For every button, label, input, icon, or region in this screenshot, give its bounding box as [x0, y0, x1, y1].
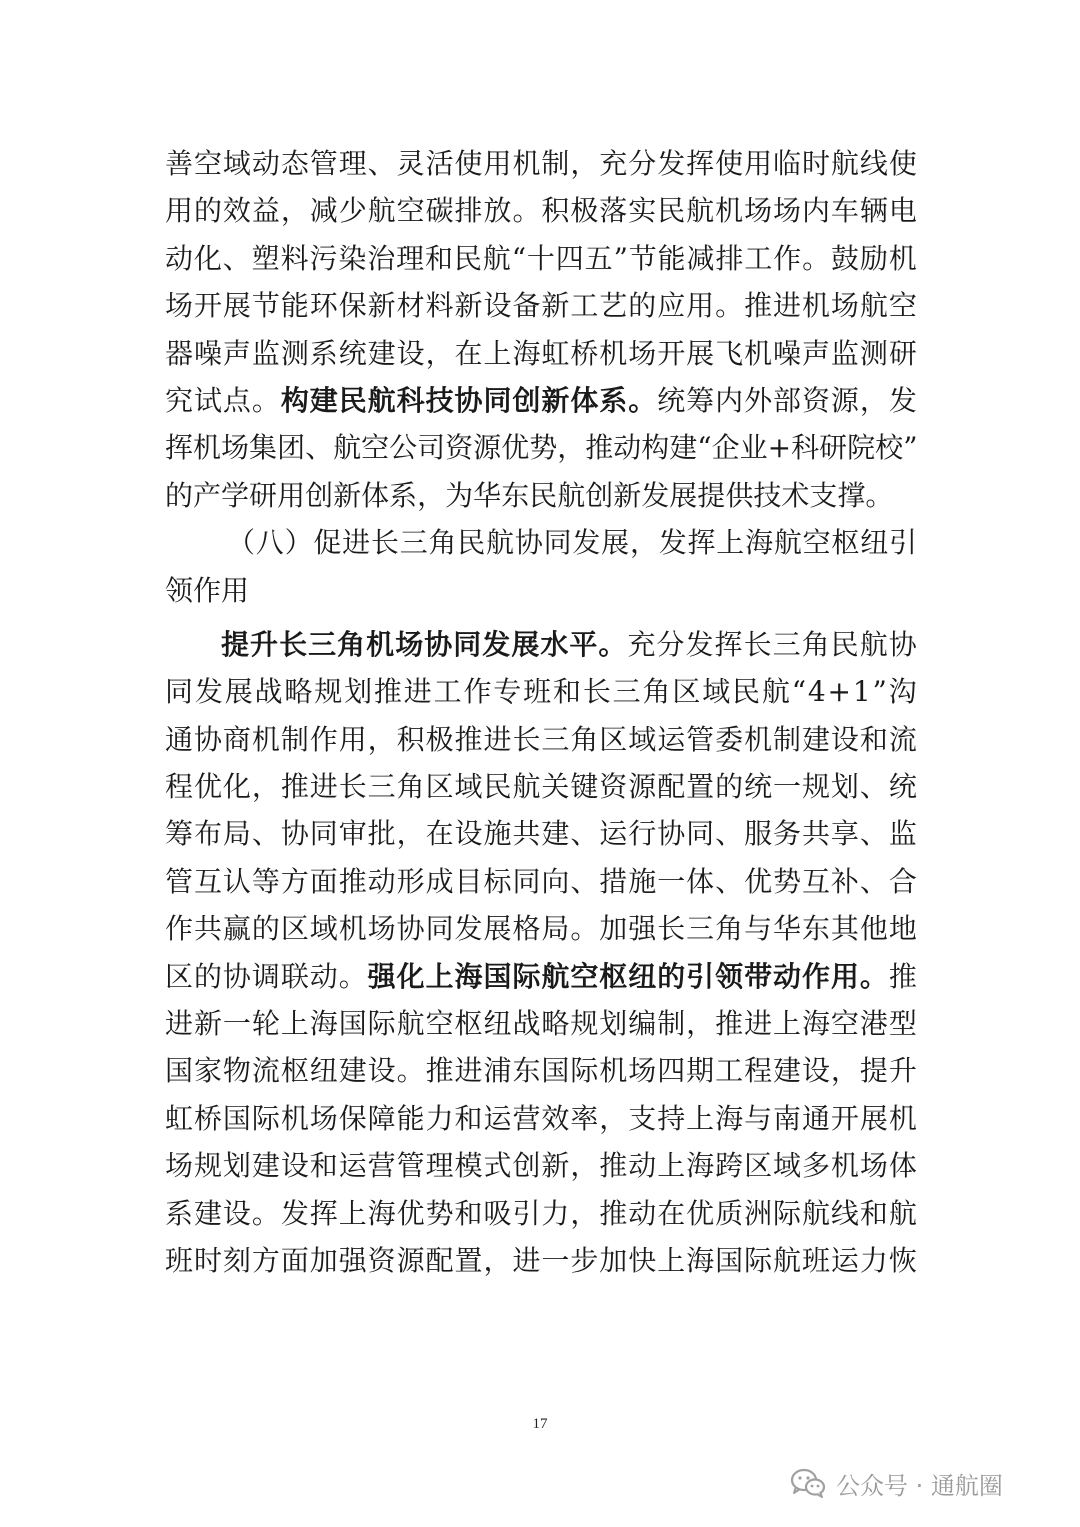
- text-segment: 究: [165, 383, 194, 417]
- text-segment: 区: [165, 959, 194, 993]
- text-line: 虹 桥 国 际 机 场 保 障 能 力 和 运 营 效 率 ， 支 持 上 海 与 南 通 开 展 机: [165, 1095, 917, 1142]
- text-line: 进 新 一 轮 上 海 国 际 航 空 枢 纽 战 略 规 划 编 制 ， 推 进 上 海 空 港 型: [165, 1000, 917, 1047]
- text-segment: 系: [165, 1196, 194, 1230]
- bold-phrase: 提: [221, 627, 250, 661]
- text-segment: 统: [657, 383, 686, 417]
- watermark: [790, 1460, 1003, 1506]
- text-line: 场 规 划 建 设 和 运 营 管 理 模 式 创 新 ， 推 动 上 海 跨 区 域 多 机 场 体: [165, 1142, 917, 1189]
- text-segment: 场: [165, 1149, 194, 1183]
- text-segment: 动: [165, 241, 194, 275]
- text-segment: 管: [165, 864, 194, 898]
- watermark-text: 公众号 · 通航圈: [836, 1471, 1003, 1500]
- text-line: 国 家 物 流 枢 纽 建 设 。 推 进 浦 东 国 际 机 场 四 期 工 程 建 设 ， 提 升: [165, 1047, 917, 1094]
- text-segment: 国: [165, 1054, 194, 1088]
- text-line: 挥 机 场 集 团 、 航 空 公 司 资 源 优 势 ， 推 动 构 建 “ 企 业 + 科 研 院 校 ”: [165, 424, 917, 471]
- text-line: 管 互 认 等 方 面 推 动 形 成 目 标 同 向 、 措 施 一 体 、 优 势 互 补 、 合: [165, 858, 917, 905]
- text-segment: 筹: [165, 817, 194, 851]
- text-line: 程 优 化 ， 推 进 长 三 角 区 域 民 航 关 键 资 源 配 置 的 统 一 规 划 、 统: [165, 763, 917, 810]
- text-line: 系 建 设 。 发 挥 上 海 优 势 和 吸 引 力 ， 推 动 在 优 质 洲 际 航 线 和 航: [165, 1190, 917, 1237]
- text-segment: 挥: [165, 431, 194, 465]
- text-line: 提 升 长 三 角 机 场 协 同 发 展 水 平 。 充 分 发 挥 长 三 角 民 航 协: [165, 621, 917, 668]
- text-segment: （: [227, 526, 256, 560]
- text-segment: 进: [165, 1007, 194, 1041]
- text-segment: 的: [165, 478, 194, 512]
- text-segment: 程: [165, 770, 194, 804]
- text-line: 筹 布 局 、 协 同 审 批 ， 在 设 施 共 建 、 运 行 协 同 、 服 务 共 享 、 监: [165, 810, 917, 857]
- text-line: 动 化 、 塑 料 污 染 治 理 和 民 航 “ 十 四 五 ” 节 能 减 排 工 作 。 鼓 励 机: [165, 235, 917, 282]
- bold-phrase: 构: [280, 383, 309, 417]
- bold-phrase: 强: [367, 959, 396, 993]
- text-line: 区 的 协 调 联 动 。 强 化 上 海 国 际 航 空 枢 纽 的 引 领 带 动 作 用 。 推: [165, 953, 917, 1000]
- text-line: 领 作 用: [165, 567, 917, 614]
- text-line: 用 的 效 益 ， 减 少 航 空 碳 排 放 。 积 极 落 实 民 航 机 场 场 内 车 辆 电: [165, 187, 917, 234]
- text-line: 场 开 展 节 能 环 保 新 材 料 新 设 备 新 工 艺 的 应 用 。 推 进 机 场 航 空: [165, 282, 917, 329]
- text-line: 器 噪 声 监 测 系 统 建 设 ， 在 上 海 虹 桥 机 场 开 展 飞 机 噪 声 监 测 研: [165, 330, 917, 377]
- text-segment: 场: [165, 289, 194, 323]
- text-line: 究 试 点 。 构 建 民 航 科 技 协 同 创 新 体 系 。 统 筹 内 外 部 资 源 ， 发: [165, 377, 917, 424]
- text-line: 班 时 刻 方 面 加 强 资 源 配 置 ， 进 一 步 加 快 上 海 国 际 航 班 运 力 恢: [165, 1237, 917, 1284]
- page-number: 17: [532, 1416, 548, 1432]
- text-segment: 充: [627, 627, 656, 661]
- text-segment: 善: [165, 147, 194, 180]
- text-line: 善 空 域 动 态 管 理 、 灵 活 使 用 机 制 ， 充 分 发 挥 使 用 临 时 航 线 使: [165, 140, 917, 187]
- text-segment: 虹: [165, 1101, 194, 1135]
- text-segment: 领: [165, 573, 194, 607]
- text-segment: 班: [165, 1243, 194, 1277]
- text-segment: 通: [165, 722, 194, 756]
- text-line: 的 产 学 研 用 创 新 体 系 ， 为 华 东 民 航 创 新 发 展 提 供 技 术 支 撑 。: [165, 472, 917, 519]
- text-line: 通 协 商 机 制 作 用 ， 积 极 推 进 长 三 角 区 域 运 管 委 机 制 建 设 和 流: [165, 716, 917, 763]
- text-line: 作 共 赢 的 区 域 机 场 协 同 发 展 格 局 。 加 强 长 三 角 与 华 东 其 他 地: [165, 905, 917, 952]
- text-segment: 作: [165, 912, 194, 946]
- text-line: （ 八 ） 促 进 长 三 角 民 航 协 同 发 展 ， 发 挥 上 海 航 空 枢 纽 引: [165, 519, 917, 566]
- body-text: [165, 140, 917, 1284]
- text-segment: 用: [165, 194, 194, 228]
- text-line: 同 发 展 战 略 规 划 推 进 工 作 专 班 和 长 三 角 区 域 民 航 “ 4 + 1 ” 沟: [165, 668, 917, 715]
- wechat-icon: [790, 1468, 826, 1498]
- text-segment: 器: [165, 336, 194, 370]
- text-segment: 同: [165, 675, 194, 709]
- text-segment: 推: [888, 959, 917, 993]
